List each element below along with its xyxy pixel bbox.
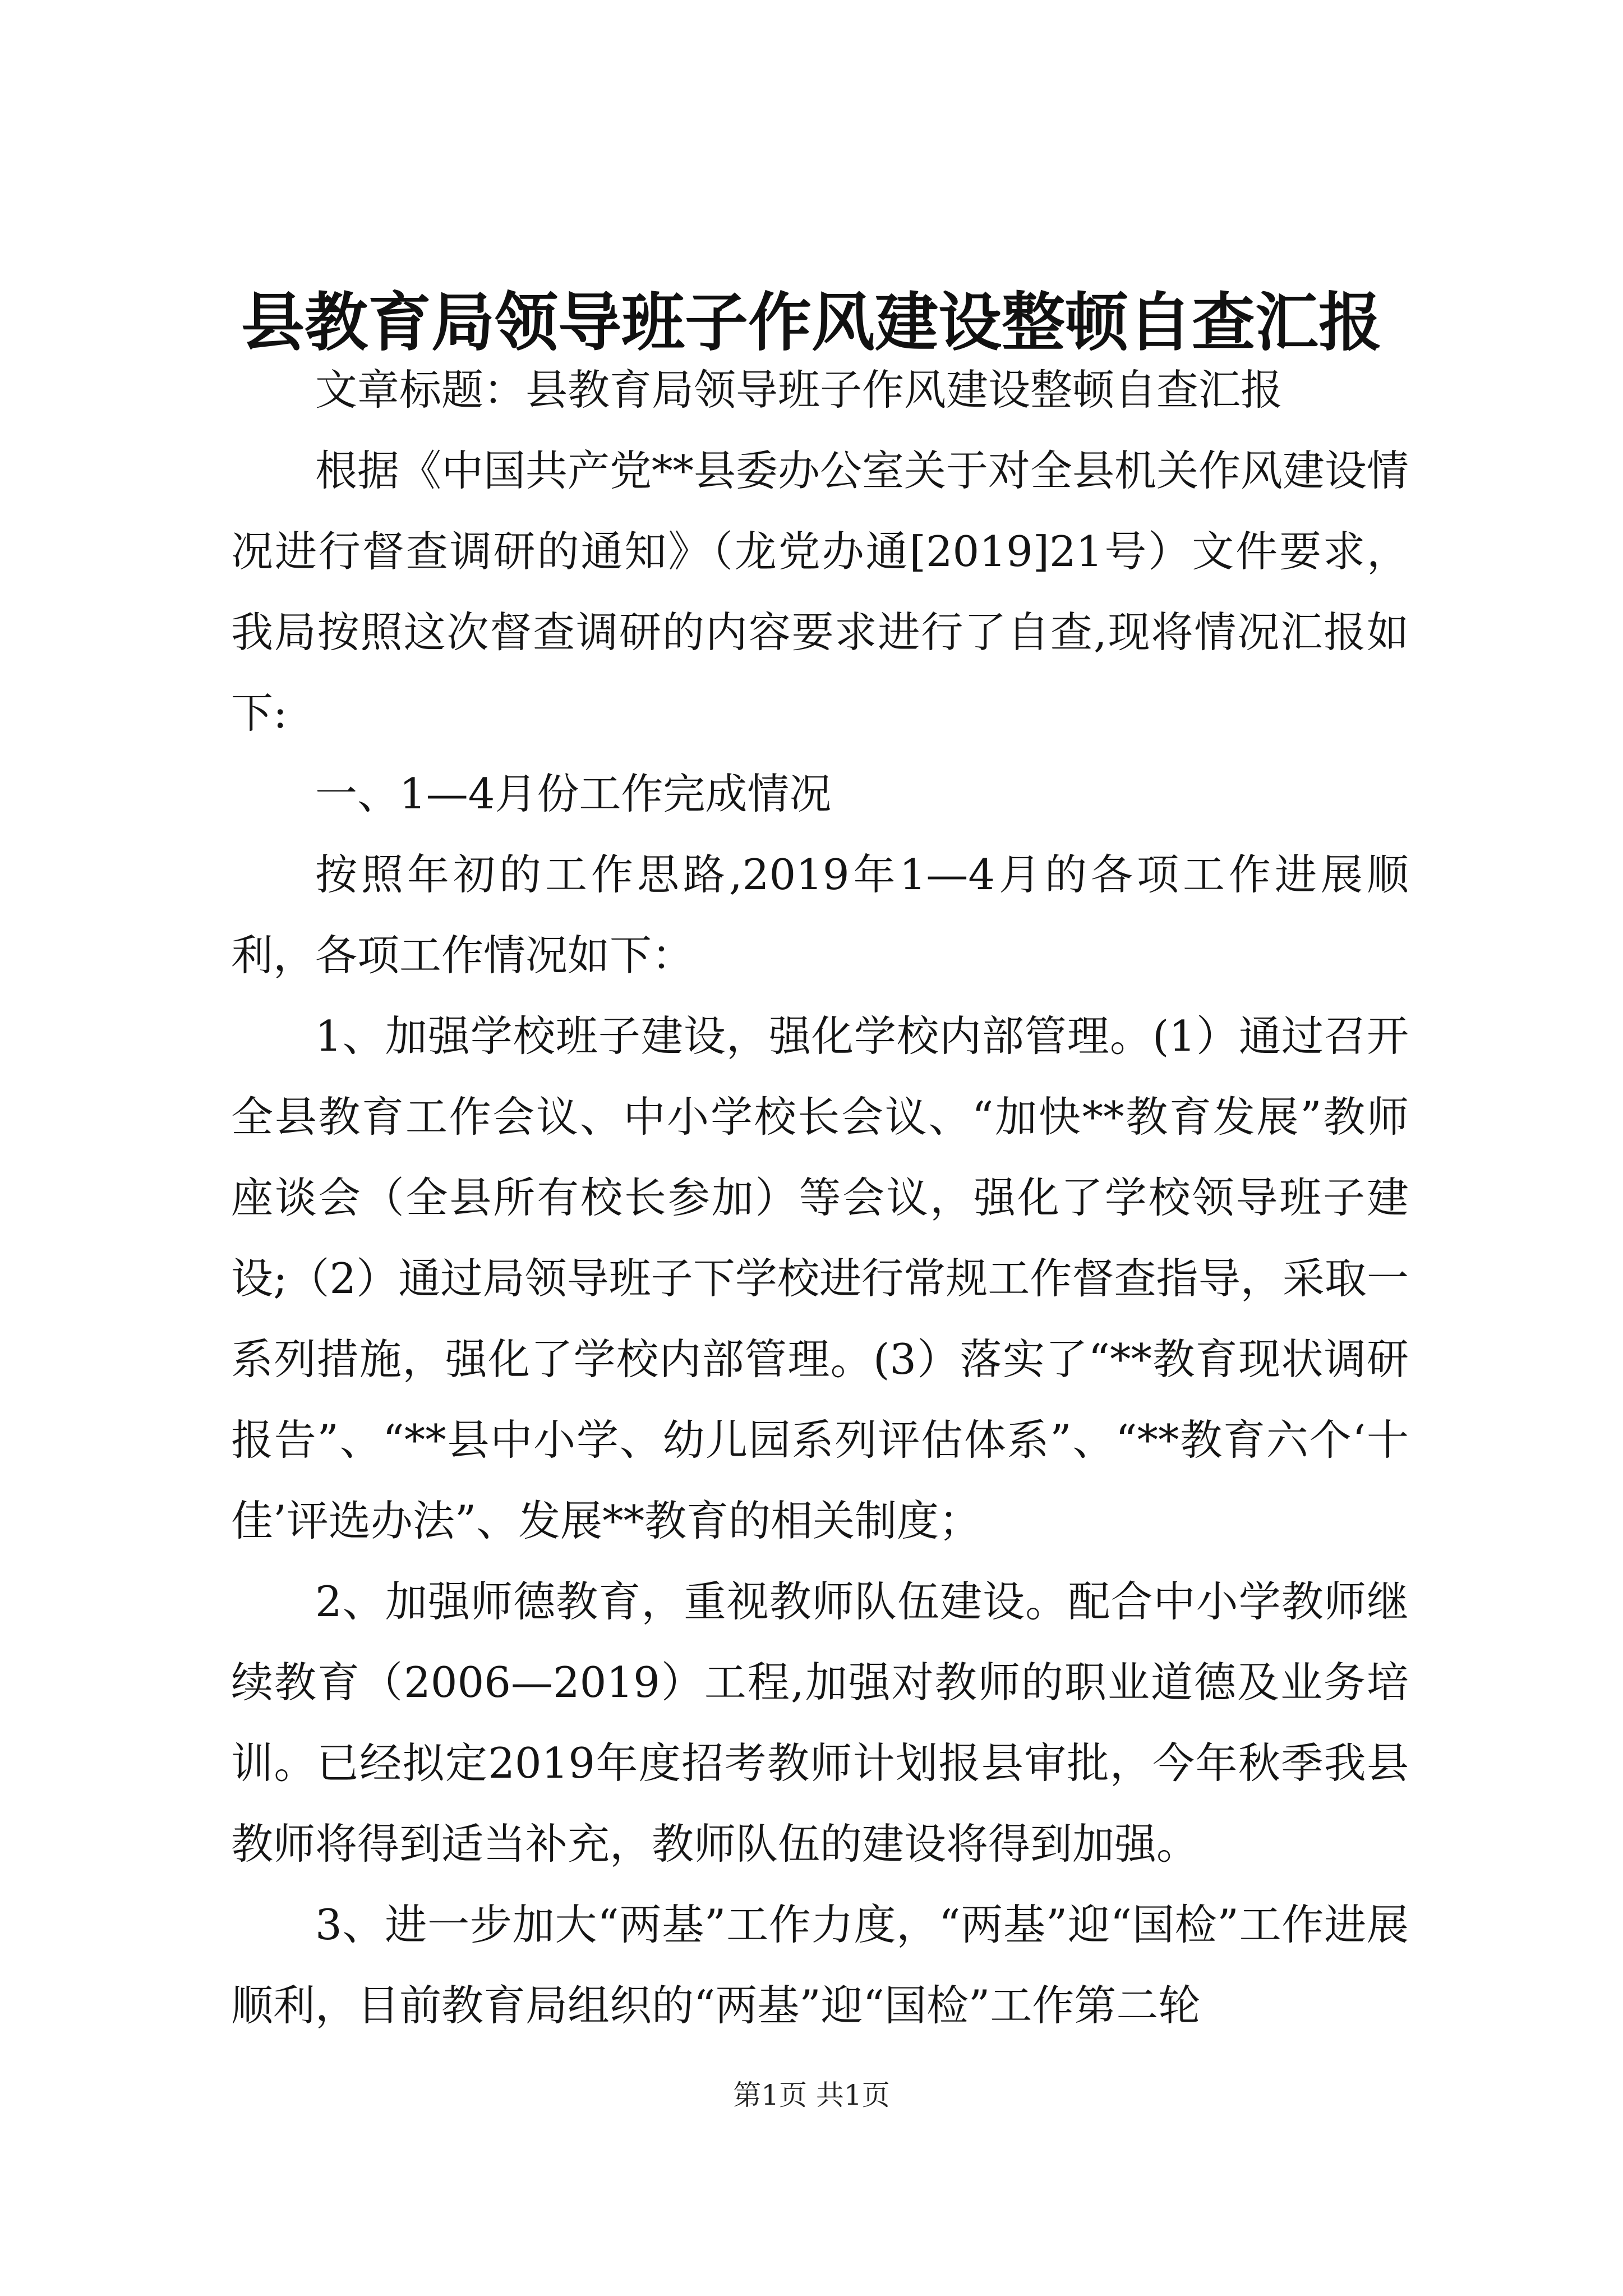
paragraph-overview: 按照年初的工作思路,2019年1—4月的各项工作进展顺利，各项工作情况如下： (231, 850, 1409, 980)
paragraph-item-3: 3、进一步加大“两基”工作力度，“两基”迎“国检”工作进展顺利，目前教育局组织的“两基”迎“国检”工作第二轮 (231, 1900, 1409, 2030)
document-body (231, 349, 1409, 2046)
paragraph-item-2: 2、加强师德教育，重视教师队伍建设。配合中小学教师继续教育（2006—2019）工程,加强对教师的职业道德及业务培训。已经拟定2019年度招考教师计划报县审批，今年秋季我县教师将得到适当补充，教师队伍的建设将得到加强。 (231, 1577, 1409, 1869)
paragraph-item-1: 1、加强学校班子建设，强化学校内部管理。(1）通过召开全县教育工作会议、中小学校长会议、“加快**教育发展”教师座谈会（全县所有校长参加）等会议，强化了学校领导班子建设;（2）通过局领导班子下学校进行常规工作督查指导，采取一系列措施，强化了学校内部管理。(3）落实了“**教育现状调研报告”、“**县中小学、幼儿园系列评估体系”、“**教育六个‘十佳’评选办法”、发展**教育的相关制度； (231, 1011, 1409, 1545)
paragraph-article-title: 文章标题：县教育局领导班子作风建设整顿自查汇报 (315, 365, 1283, 415)
section-heading-1: 一、1—4月份工作完成情况 (315, 769, 832, 818)
paragraph-intro: 根据《中国共产党**县委办公室关于对全县机关作风建设情况进行督查调研的通知》（龙党办通[2019]21号）文件要求，我局按照这次督查调研的内容要求进行了自查,现将情况汇报如下: (231, 446, 1409, 738)
page-number-footer: 第1页 共1页 (733, 2079, 890, 2111)
document-title: 县教育局领导班子作风建设整顿自查汇报 (241, 285, 1382, 360)
